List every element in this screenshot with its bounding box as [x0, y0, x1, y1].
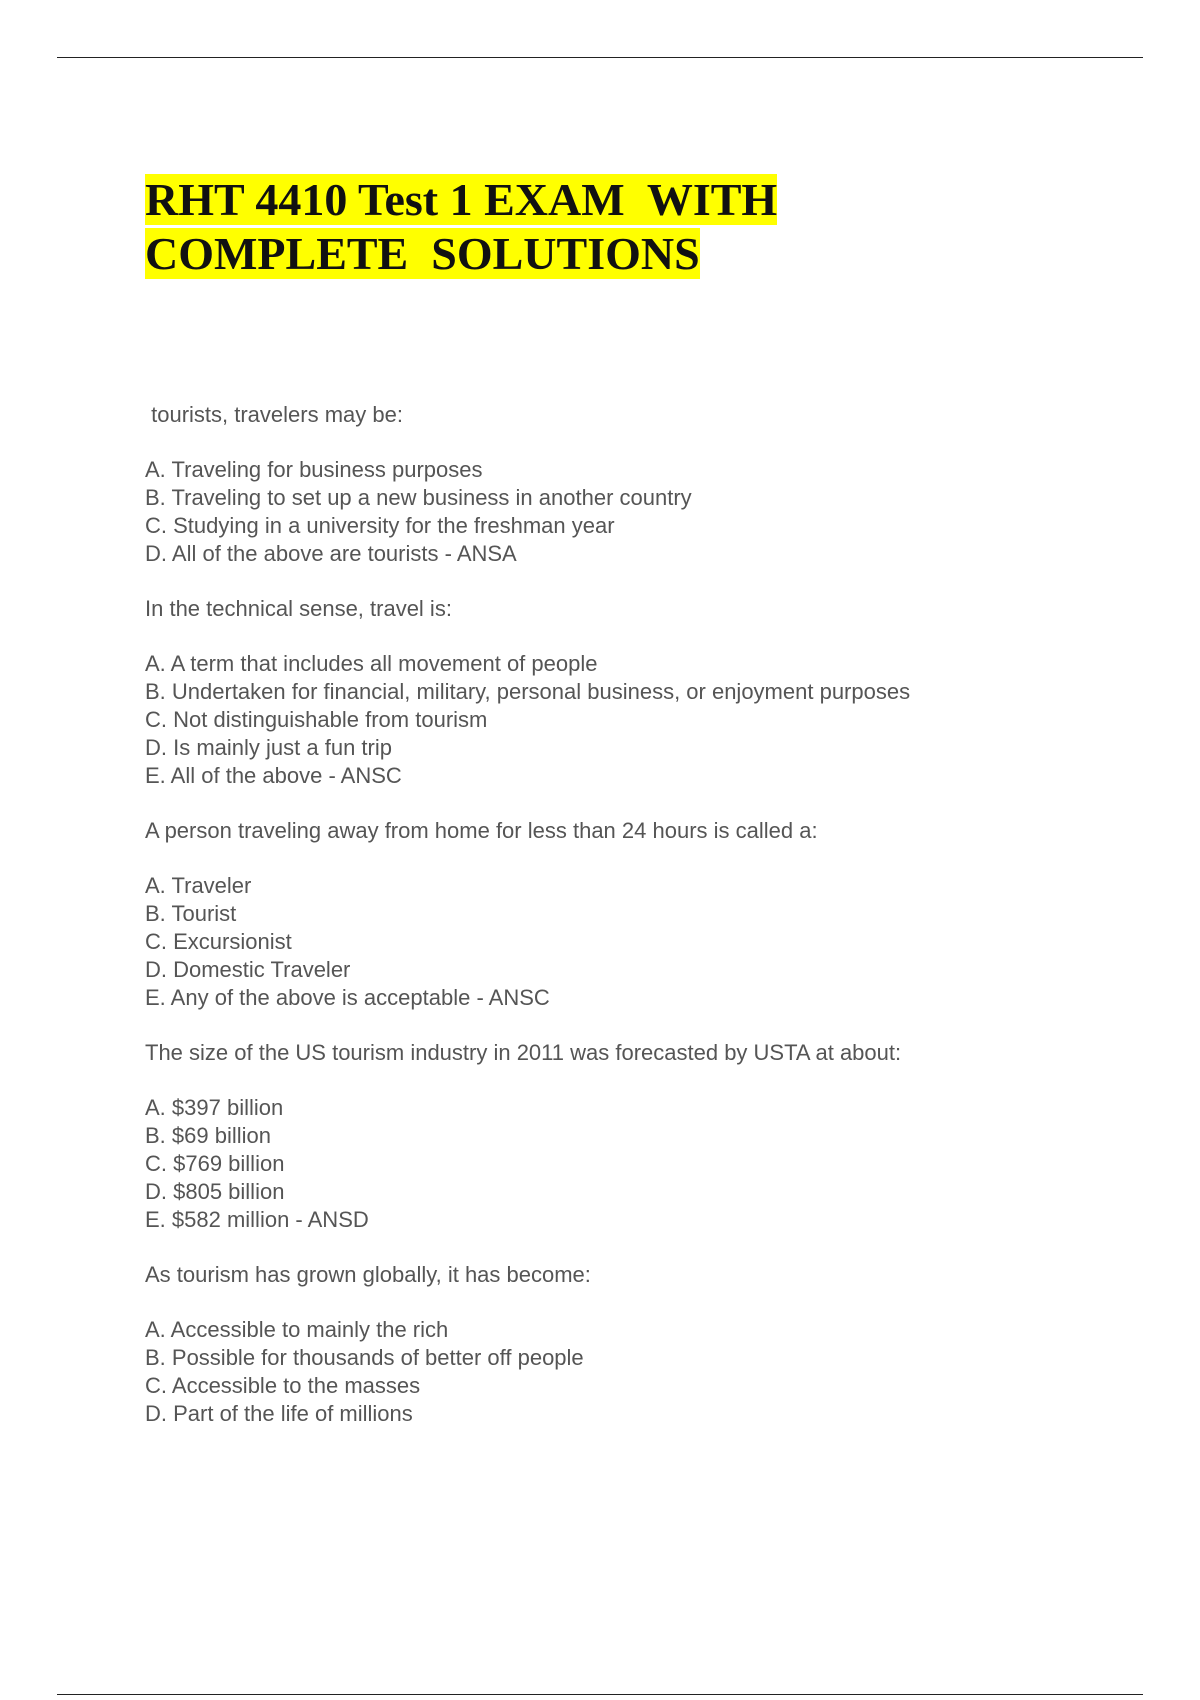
- question-prompt: A person traveling away from home for less than 24 hours is called a:: [145, 818, 818, 843]
- question-block: [145, 401, 1145, 568]
- answer-options: [145, 1094, 1145, 1234]
- document-title: [145, 173, 1045, 281]
- question-block: [145, 1261, 1145, 1428]
- question-block: [145, 817, 1145, 1012]
- answer-option: A. Traveling for business purposes: [145, 457, 483, 482]
- answer-option: B. Tourist: [145, 901, 237, 926]
- question-block: [145, 595, 1145, 790]
- bottom-rule: [57, 1694, 1143, 1695]
- answer-option: E. $582 million - ANSD: [145, 1207, 369, 1232]
- answer-options: [145, 456, 1145, 568]
- answer-option: C. Not distinguishable from tourism: [145, 707, 488, 732]
- title-line-2: COMPLETE SOLUTIONS: [145, 228, 700, 279]
- question-prompt: The size of the US tourism industry in 2011 was forecasted by USTA at about:: [145, 1040, 902, 1065]
- answer-option: A. Traveler: [145, 873, 252, 898]
- question-prompt: As tourism has grown globally, it has become:: [145, 1262, 591, 1287]
- answer-option: C. Accessible to the masses: [145, 1373, 421, 1398]
- answer-option: D. Domestic Traveler: [145, 957, 351, 982]
- answer-options: [145, 872, 1145, 1012]
- answer-option: C. $769 billion: [145, 1151, 285, 1176]
- answer-option: C. Excursionist: [145, 929, 292, 954]
- answer-option: A. A term that includes all movement of people: [145, 651, 598, 676]
- answer-option: D. Is mainly just a fun trip: [145, 735, 392, 760]
- answer-option: A. Accessible to mainly the rich: [145, 1317, 449, 1342]
- answer-option: D. Part of the life of millions: [145, 1401, 413, 1426]
- question-block: [145, 1039, 1145, 1234]
- answer-option: D. $805 billion: [145, 1179, 285, 1204]
- question-prompt: In the technical sense, travel is:: [145, 596, 452, 621]
- answer-option: C. Studying in a university for the freshman year: [145, 513, 615, 538]
- answer-option: D. All of the above are tourists - ANSA: [145, 541, 517, 566]
- answer-options: [145, 1316, 1145, 1428]
- answer-option: B. Traveling to set up a new business in another country: [145, 485, 692, 510]
- answer-option: E. All of the above - ANSC: [145, 763, 402, 788]
- title-line-1: RHT 4410 Test 1 EXAM WITH: [145, 174, 778, 225]
- answer-option: A. $397 billion: [145, 1095, 284, 1120]
- answer-option: B. Possible for thousands of better off people: [145, 1345, 584, 1370]
- answer-options: [145, 650, 1145, 790]
- question-list: [145, 401, 1145, 1428]
- question-prompt: tourists, travelers may be:: [145, 402, 403, 427]
- answer-option: E. Any of the above is acceptable - ANSC: [145, 985, 550, 1010]
- top-rule: [57, 57, 1143, 58]
- answer-option: B. Undertaken for financial, military, personal business, or enjoyment purposes: [145, 679, 911, 704]
- answer-option: B. $69 billion: [145, 1123, 271, 1148]
